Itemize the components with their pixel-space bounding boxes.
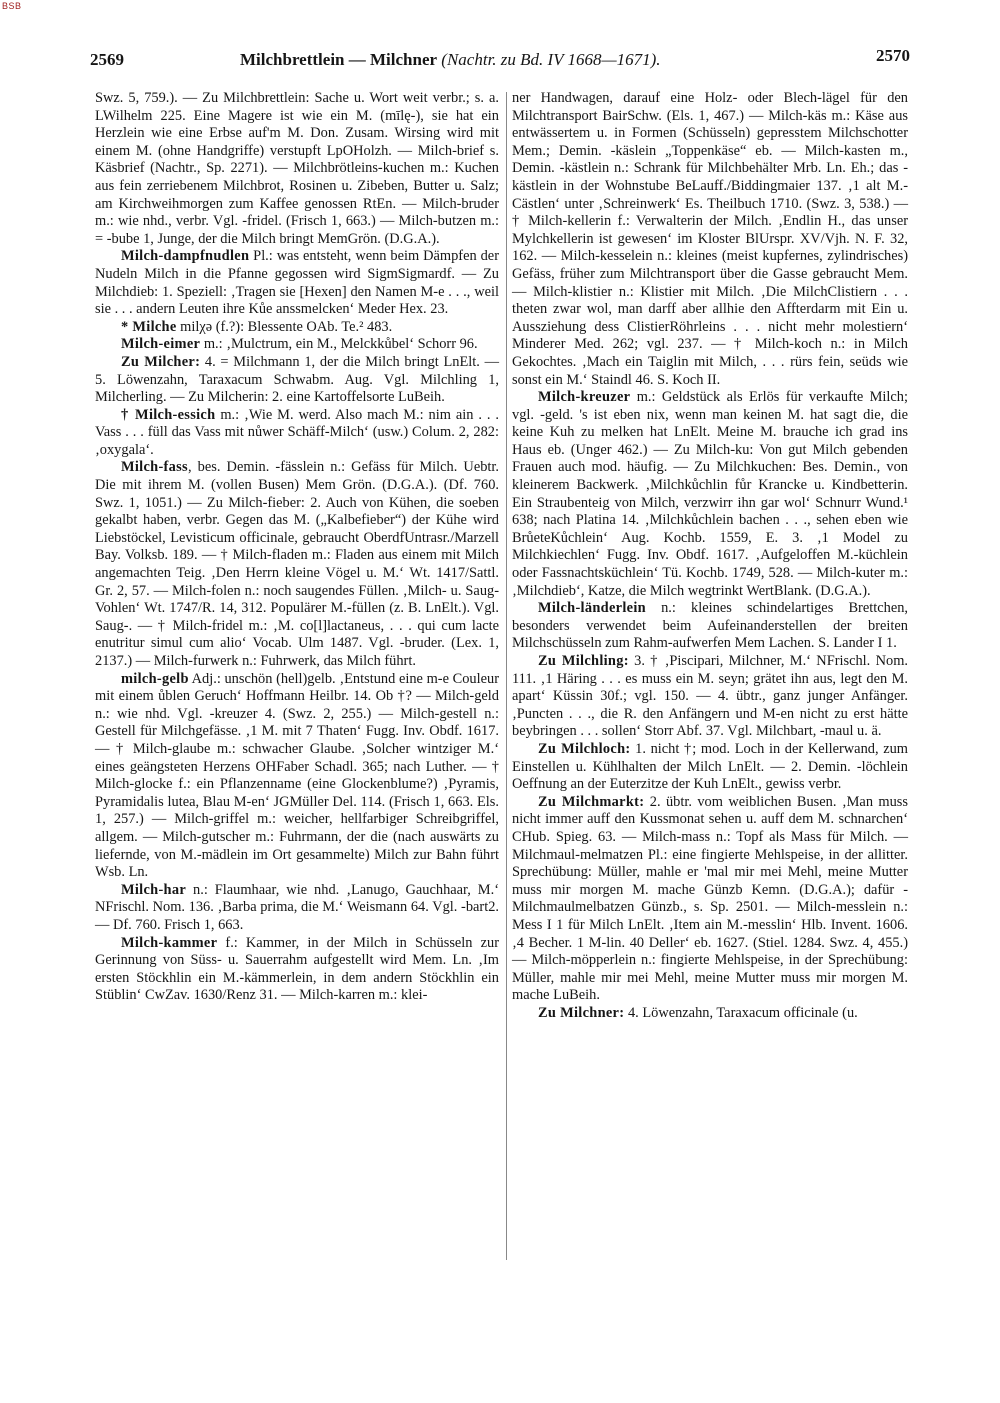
dictionary-entry [512, 794, 908, 1005]
continued-entry [512, 90, 908, 389]
entry-text: 4. Löwenzahn, Taraxacum officinale (u. [624, 1004, 858, 1021]
entry-text: ner Handwagen, darauf eine Holz- oder Blech-lägel für den Milchtransport BairSchw. (Els. 1, 467.) — Milch-käs m.: Käse aus entwässertem u. in Formen (Schüsseln) gepresstem Milchschotter Mem.; Demin. -käslein „Toppenkäse“ eb. — Milch-kasten m., Demin. -kästlein n.: Schrank für Milchbehälter Mrb. Ln. Eh.; das -kästlein in der Wohnstube BeLauff./Biddingmaier 137. ‚1 alt M.-Cästlen‘ unter ‚Schreinwerk‘ Es. Theilbuch 1710. (Swz. 3, 538.) — † Milch-kellerin f.: Verwalterin der Milch. ‚Endlin H., das unser Mylchkellerin ist gewesen‘ im Kloster BlUrspr. XV/Vjh. N. F. 32, 162. — Milch-kesselein n.: kleines (meist kupfernes, zylindrisches) Gefäss, früher zum Milchtransport über die Gasse gebraucht Mem. — Milch-klistier n.: Klistier mit Milch. ‚Die MilchClistiern . . . theten zwar wol, man darff aber allhie den Affterdarm mit Ein u. Aussziehung dess ClistierRöhrleins . . . nicht mehr molestiern‘ Minderer Med. 262; vgl. 237. — † Milch-koch n.: in Milch Gekochtes. ‚Mach ein Taiglin mit Milch, . . . rürs fein, seüds wie sonst ein M.‘ Staindl 46. S. Koch II. [512, 90, 908, 388]
entry-headword: Zu Milchner: [538, 1004, 625, 1021]
entry-headword: Milch-eimer [121, 336, 201, 353]
entry-text: 3. † ‚Piscipari, Milchner, M.‘ NFrischl. Nom. 111. ‚1 Häring . . . es muss ein M. seyn; grätet ihn aus, legt den M. apart‘ Küssin 30f.; vgl. 150. — 4. übtr., ganz junger Anfänger. ‚Puncten . . ., die R. den Anfängern und M-en nicht zu erst hätte beybringen . . . sollen‘ Storr Abf. 37. Vgl. Milchbart, -maul u. ä. [512, 653, 908, 740]
entry-text: m.: ‚Mulctrum, ein M., Melckkůbel‘ Schorr 96. [200, 336, 478, 353]
dictionary-entry [95, 319, 499, 337]
entry-text: m.: Geldstück als Erlös für verkaufte Milch; vgl. -geld. 's ist eben nix, wenn man keinen M. hat sagt die, die keine Kuh zu melken hat LnElt. Meine M. brauche ich grad ins Haus eb. (Unger 462.) — Zu Milch-ku: Von gut Milch gebenden Frauen auch mod. häufig. — Zu Milchkuchen: Bes. Demin., von kleinerem Backwerk. ‚Milchkůchlin fůr Krancke u. Kindbetterin. Ein Straubenteig von Milch, verzwirr ihn gar wol‘ Schnurr Wund.¹ 638; nach Platina 14. ‚Milchkůchlein bachen . . ., sehen eben wie BrůeteKůchlein‘ Aug. Kochb. 1559, E. 3. ‚1 Model zu Milchkiechlen‘ Fugg. Inv. Obdf. 1617. ‚Aufgeloffen M.-küchlein oder Fassnachtsküchlein‘ Tü. Kochb. 1749, 528. — Milch-kuter m.: ‚Milchdieb‘, Katze, die Milch wegtrinkt WertBlank. (D.G.A.). [512, 389, 908, 599]
library-stamp: BSB [2, 1, 22, 11]
dictionary-entry [95, 248, 499, 318]
dictionary-entry [512, 389, 908, 600]
entry-headword: Milch-har [121, 881, 187, 898]
entry-headword: milch-gelb [121, 670, 189, 687]
page-number-right: 2570 [876, 46, 910, 65]
column-divider [506, 92, 507, 1260]
entry-text: milχə (f.?): Blessente OAb. Te.² 483. [176, 318, 393, 335]
entry-headword: * Milche [121, 318, 177, 335]
entry-headword: Milch-kammer [121, 934, 218, 951]
entry-headword: Milch-fass [121, 459, 188, 476]
entry-text: f.: Kammer, in der Milch in Schüsseln zur Gerinnung von Süss- u. Sauerrahm aufgestellt wird Mem. Ln. ‚Im ersten Stöckhlin ein M.-kämmerlein, in dem andern Stöckhlin ein Stüblin‘ CwZav. 1630/Renz 31. — Milch-karren m.: klei- [95, 934, 499, 1004]
dictionary-entry [512, 653, 908, 741]
entry-text: n.: kleines schindelartiges Brettchen, besonders verwendet beim Aufeinanderstellen der breiten Milchschüsseln zum Rahm-aufwerfen Mem Lachen. S. Lander I 1. [512, 600, 908, 652]
dictionary-entry [95, 459, 499, 670]
entry-headword: Milch-dampfnudlen [121, 248, 250, 265]
page-number-left: 2569 [90, 50, 124, 69]
entry-headword: Milch-kreuzer [538, 389, 631, 406]
running-title-headwords: Milchbrettlein — Milchner [240, 50, 438, 69]
dictionary-entry [95, 935, 499, 1005]
running-title [240, 50, 661, 70]
entry-text: m.: ‚Wie M. werd. Also mach M.: nim ain . . . Vass . . . füll das Vass mit nůwer Schäff-Milch‘ (usw.) Colum. 2, 282: ‚oxygala‘. [95, 406, 499, 458]
dictionary-entry [95, 336, 499, 354]
entry-headword: Milch-länderlein [538, 600, 646, 617]
running-title-note: (Nachtr. zu Bd. IV 1668—1671). [441, 50, 661, 69]
entry-headword: Zu Milchmarkt: [538, 793, 645, 810]
entry-text: 1. nicht †; mod. Loch in der Kellerwand, zum Einstellen u. Kühlhalten der Milch LnElt. — 2. Demin. -löchlein Oeffnung an der Euterzitze der Kuh LnElt., gewiss verbr. [512, 740, 908, 793]
dictionary-entry [95, 882, 499, 935]
dictionary-entry [95, 407, 499, 460]
left-column [95, 90, 499, 1005]
entry-headword: Zu Milchling: [538, 653, 629, 669]
entry-text: 4. = Milchmann 1, der die Milch bringt LnElt. — 5. Löwenzahn, Taraxacum Schwabm. Aug. Vgl. Milchling 1, Milcherling. — Zu Milcherin: 2. eine Kartoffelsorte LuBeih. [95, 353, 499, 406]
entry-text: n.: Flaumhaar, wie nhd. ‚Lanugo, Gauchhaar, M.‘ NFrischl. Nom. 136. ‚Barba prima, die M.‘ Weismann 64. Vgl. -bart2. — Df. 760. Frisch 1, 663. [95, 881, 499, 933]
entry-headword: Zu Milchloch: [538, 740, 631, 757]
entry-text: Pl.: was entsteht, wenn beim Dämpfen der Nudeln Milch in die Pfanne gegossen wird SigmSigmardf. — Zu Milchdieb: 1. Speziell: ‚Tragen sie [Hexen] den Namen M-e . . ., weil sie . . . andern Leuten ihre Kůe anssmelcken‘ Meder Hex. 23. [95, 248, 499, 318]
continued-entry [95, 90, 499, 248]
dictionary-entry [512, 600, 908, 653]
page-header [90, 46, 910, 74]
entry-text: 2. übtr. vom weiblichen Busen. ‚Man muss nicht immer auff den Kussmonat sehen u. auff dem M. schnarchen‘ CHub. Spieg. 63. — Milch-mass n.: Topf als Mass für Milch. — Milchmaul-melmatzen Pl.: eine fingierte Mehlspeise, in der allitter. Sprechübung: Müller, mahle er 'mal mir mei Mehl, meine Mutter muss mir morgen M. mache Günzb Kemn. (D.G.A.); dafür -Milchmaulmelbatzen Günzb., s. Sp. 2501. — Milch-messlein n.: Mess I 1 für Milch LnElt. ‚Item ain M.-messlin‘ Hlb. Invent. 1606. ‚4 Becher. 1 M-lin. 40 Deller‘ eb. 1627. (Stiel. 1284. Swz. 4, 455.) — Milch-möpperlein n.: fingierte Mehlspeise, in der Sprechübung: Müller, mahle mir mei Mehl, meine Mutter muss mir morgen M. mache LuBeih. [512, 793, 909, 1004]
entry-text: Swz. 5, 759.). — Zu Milchbrettlein: Sache u. Wort weit verbr.; s. a. LWilhelm 225. Eine Magere ist wie ein M. (mīlę-), sie hat ein Herzlein wie eine Erbse auf'm M. Don. Zusam. Wirsing wird mit einem M. (ohne Handgriffe) verstupft LpOHolzh. — Milch-brief s. Käsbrief (Nachtr., Sp. 2271). — Milchbrötleins-kuchen m.: Kuchen aus fein zerriebenem Milchbrot, Rosinen u. Zibeben, Butter u. Salz; am Kirchweihmorgen zum Kaffee genossen RtEn. — Milch-bruder m.: wie nhd., verbr. Vgl. -fridel. (Frisch 1, 663.) — Milch-butzen m.: = -bube 1, Junge, der die Milch bringt MemGrön. (D.G.A.). [95, 90, 499, 247]
entry-text: , bes. Demin. -fässlein n.: Gefäss für Milch. Uebtr. Die mit ihrem M. (vollen Busen) Mem Grön. (D.G.A.). (Df. 760. Swz. 1, 1051.) — Zu Milch-fieber: 2. Auch von Kühen, die soeben gekalbt haben, verbr. Gegen das M. („Kalbefieber“) der Kühe wird Liebstöckel, Levisticum officinale, gebraucht OberdfUntrasr./Marzell Bay. Volksb. 189. — † Milch-fladen m.: Fladen aus einem mit Milch angemachten Teig. ‚Den Herrn kleine Vögel u. M.‘ Wt. 1417/Sattl. Gr. 2, 57. — Milch-folen n.: noch saugendes Füllen. ‚Milch- u. Saug-Vohlen‘ Wt. 1747/R. 14, 312. Populärer M.-füllen (z. B. LnElt.). Vgl. Saug-. — † Milch-fridel m.: ‚M. co[l]lactaneus, . . . qui cum lacte enutritur simul cum alio‘ Vocab. Ulm 1487. Vgl. -bruder. (Lex. 1, 2137.) — Milch-furwerk n.: Fuhrwerk, das Milch führt. [95, 459, 499, 669]
dictionary-entry [512, 741, 908, 794]
entry-headword: Zu Milcher: [121, 353, 201, 370]
dictionary-entry [95, 354, 499, 407]
dictionary-entry [95, 671, 499, 882]
entry-text: Adj.: unschön (hell)gelb. ‚Entstund eine m-e Couleur mit einem ůblen Geruch‘ Hoffmann Heilbr. 14. Ob †? — Milch-geld n.: wie nhd. Vgl. -kreuzer 4. (Swz. 2, 255.) — Milch-gestell n.: Gestell für Milchgefässe. ‚1 M. mit 7 Thaten‘ Fugg. Inv. Obdf. 1617. — † Milch-glaube m.: schwacher Glaube. ‚Solcher wintziger M.‘ eines geängsteten Herzens OHFaber Schadl. 365; nach Luther. — † Milch-glocke f.: ein Pflanzenname (eine Glockenblume?) ‚Pyramis, Pyramidalis lutea, Blau M-en‘ JGMüller Del. 114. (Frisch 1, 663. Els. 1, 257.) — Milch-griffel m.: weicher, hellfarbiger Schreibgriffel, allgem. — Milch-gutscher m.: Fuhrmann, der die (nach auswärts zu liefernde, von M.-mädlein im Ort gesammelte) Milch zur Bahn führt Wsb. Ln. [95, 670, 499, 881]
entry-headword: † Milch-essich [121, 406, 216, 423]
dictionary-entry [512, 1005, 908, 1023]
right-column [512, 90, 908, 1022]
